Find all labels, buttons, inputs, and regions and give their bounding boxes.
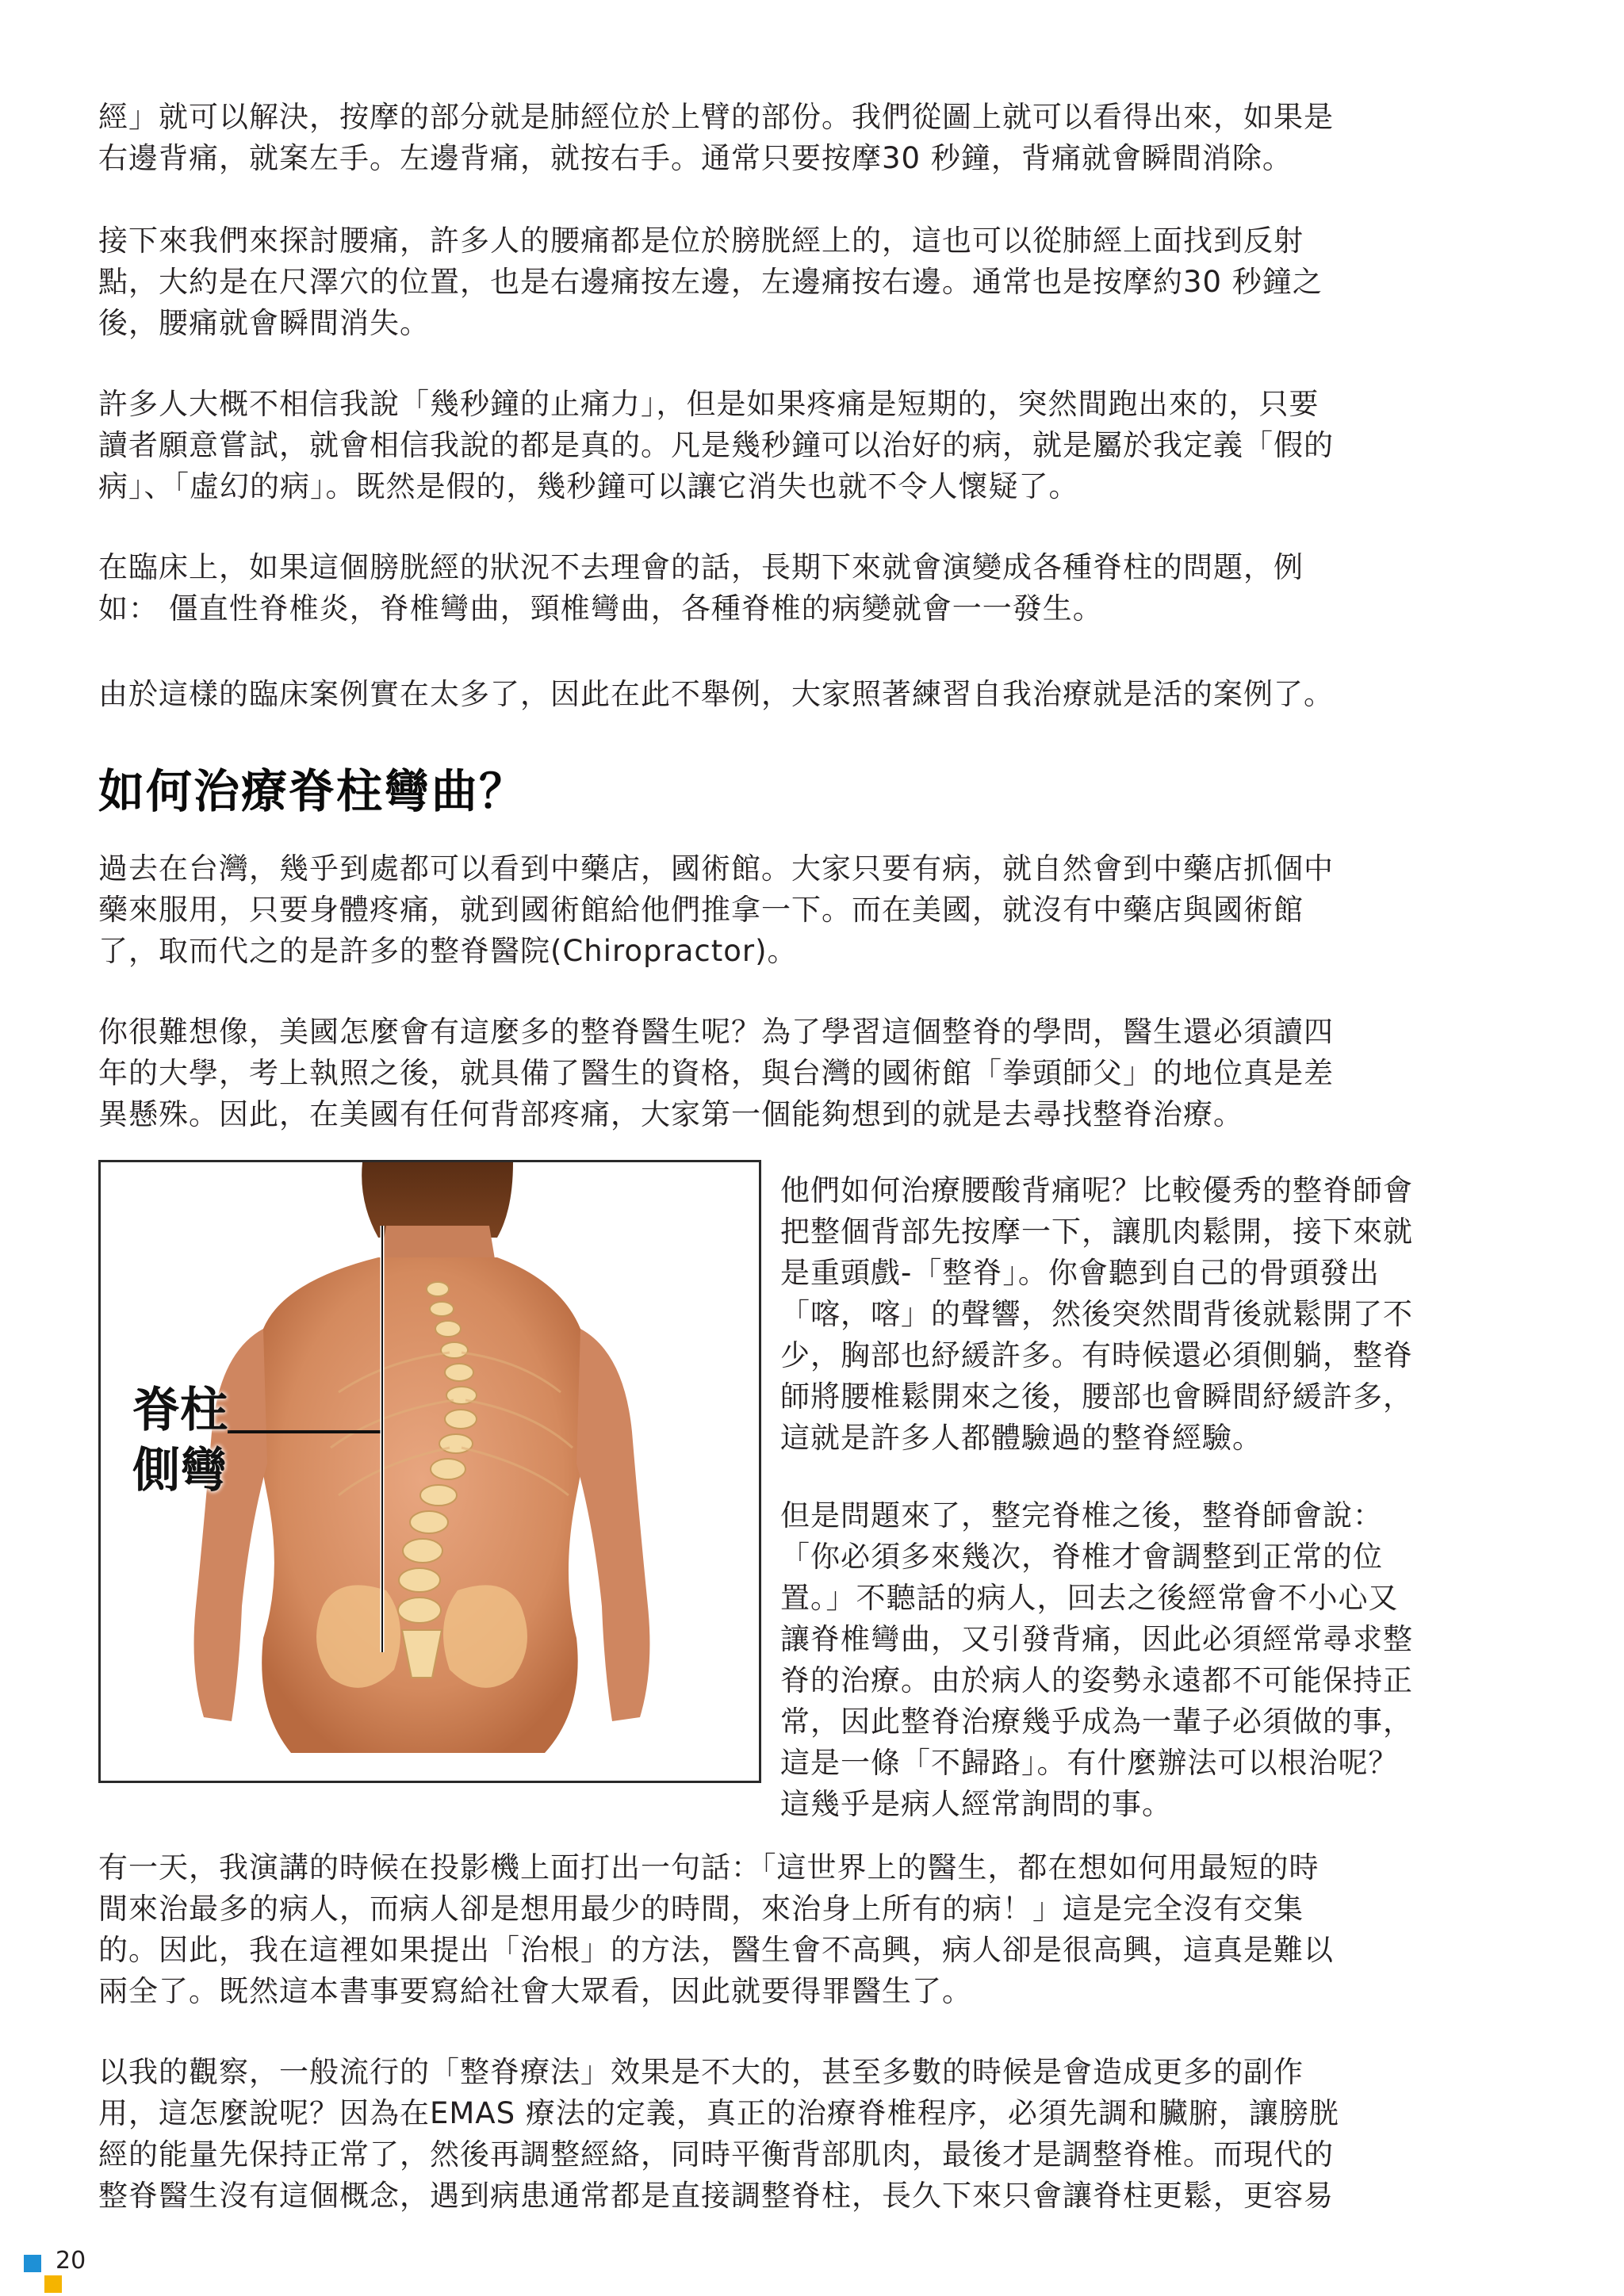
paragraph-seconds-pain-relief [98, 384, 1526, 507]
section-heading: 如何治療脊柱彎曲？ [98, 764, 527, 818]
text-line: 脊的治療。由於病人的姿勢永遠都不可能保持正 [780, 1663, 1413, 1697]
text-line: 他們如何治療腰酸背痛呢？比較優秀的整脊師會 [780, 1173, 1413, 1207]
text-line: 整脊醫生沒有這個概念，遇到病患通常都是直接調整脊柱，長久下來只會讓脊柱更鬆，更容易 [98, 2179, 1334, 2213]
text-line: 少，胸部也紓緩許多。有時候還必須側躺，整脊 [780, 1338, 1413, 1372]
text-line: 右邊背痛，就案左手。左邊背痛，就按右手。通常只要按摩30 秒鐘，背痛就會瞬間消除。 [98, 141, 1293, 175]
side-paragraph-problem [780, 1495, 1526, 1825]
text-line: 用，這怎麼說呢？因為在EMAS 療法的定義，真正的治療脊椎程序，必須先調和臟腑，讓膀胱 [98, 2096, 1339, 2130]
text-line: 常，因此整脊治療幾乎成為一輩子必須做的事， [780, 1705, 1413, 1739]
figure-label-spine: 脊柱 [132, 1383, 228, 1438]
figure-label-scoliosis: 側彎 [132, 1443, 228, 1498]
corner-square-blue [24, 2255, 41, 2272]
text-line: 接下來我們來探討腰痛，許多人的腰痛都是位於膀胱經上的，這也可以從肺經上面找到反射 [98, 224, 1304, 258]
paragraph-observation [98, 2052, 1526, 2217]
paragraph-taiwan [98, 848, 1526, 972]
text-line: 是重頭戲-「整脊」。你會聽到自己的骨頭發出 [780, 1256, 1380, 1290]
text-line: 藥來服用，只要身體疼痛，就到國術館給他們推拿一下。而在美國，就沒有中藥店與國術館 [98, 893, 1304, 927]
text-line: 如： 僵直性脊椎炎，脊椎彎曲，頸椎彎曲，各種脊椎的病變就會一一發生。 [98, 591, 1103, 626]
corner-square-yellow [44, 2275, 62, 2293]
text-line: 以我的觀察，一般流行的「整脊療法」效果是不大的，甚至多數的時候是會造成更多的副作 [98, 2055, 1304, 2089]
paragraph-lung-meridian [98, 97, 1526, 179]
text-line: 這就是許多人都體驗過的整脊經驗。 [780, 1421, 1262, 1455]
text-line: 由於這樣的臨床案例實在太多了，因此在此不舉例，大家照著練習自我治療就是活的案例了。 [98, 677, 1334, 711]
text-line: 「喀，喀」的聲響，然後突然間背後就鬆開了不 [780, 1297, 1413, 1331]
text-line: 點，大約是在尺澤穴的位置，也是右邊痛按左邊，左邊痛按右邊。通常也是按摩約30 秒鐘之 [98, 265, 1323, 299]
text-line: 許多人大概不相信我說「幾秒鐘的止痛力」，但是如果疼痛是短期的，突然間跑出來的，只要 [98, 387, 1320, 421]
paragraph-lecture [98, 1847, 1526, 2012]
text-line: 有一天，我演講的時候在投影機上面打出一句話：「這世界上的醫生，都在想如何用最短的時 [98, 1850, 1320, 1885]
text-line: 師將腰椎鬆開來之後，腰部也會瞬間紓緩許多， [780, 1380, 1413, 1414]
text-line: 後，腰痛就會瞬間消失。 [98, 306, 430, 340]
text-line: 的。因此，我在這裡如果提出「治根」的方法，醫生會不高興，病人卻是很高興，這真是難以 [98, 1933, 1334, 1967]
text-line: 年的大學，考上執照之後，就具備了醫生的資格，與台灣的國術館「拳頭師父」的地位真是差 [98, 1056, 1334, 1090]
text-line: 「你必須多來幾次，脊椎才會調整到正常的位 [780, 1540, 1383, 1574]
paragraph-us-chiropractor [98, 1012, 1526, 1135]
text-line: 異懸殊。因此，在美國有任何背部疼痛，大家第一個能夠想到的就是去尋找整脊治療。 [98, 1097, 1243, 1131]
text-line: 在臨床上，如果這個膀胱經的狀況不去理會的話，長期下來就會演變成各種脊柱的問題，例 [98, 550, 1304, 584]
text-line: 這是一條「不歸路」。有什麼辦法可以根治呢？ [780, 1746, 1399, 1780]
text-line: 經」就可以解決，按摩的部分就是肺經位於上臂的部份。我們從圖上就可以看得出來，如果是 [98, 100, 1334, 134]
text-line: 把整個背部先按摩一下，讓肌肉鬆開，接下來就 [780, 1215, 1413, 1249]
text-line: 你很難想像，美國怎麼會有這麼多的整脊醫生呢？為了學習這個整脊的學問，醫生還必須讀四 [98, 1015, 1334, 1049]
side-paragraph-treatment [780, 1170, 1526, 1459]
right-arm-shape [576, 1329, 649, 1721]
text-line: 間來治最多的病人，而病人卻是想用最少的時間，來治身上所有的病！」這是完全沒有交集 [98, 1892, 1304, 1926]
text-line: 但是問題來了，整完脊椎之後，整脊師會說： [780, 1498, 1383, 1533]
text-line: 經的能量先保持正常了，然後再調整經絡，同時平衡背部肌肉，最後才是調整脊椎。而現代的 [98, 2137, 1334, 2172]
text-line: 置。」不聽話的病人，回去之後經常會不小心又 [780, 1581, 1399, 1615]
torso-shape [255, 1257, 590, 1753]
text-line: 這幾乎是病人經常詢問的事。 [780, 1787, 1172, 1821]
text-line: 兩全了。既然這本書事要寫給社會大眾看，因此就要得罪醫生了。 [98, 1974, 972, 2008]
text-line: 讀者願意嘗試，就會相信我說的都是真的。凡是幾秒鐘可以治好的病，就是屬於我定義「假的 [98, 428, 1334, 462]
text-line: 讓脊椎彎曲，又引發背痛，因此必須經常尋求整 [780, 1622, 1413, 1656]
text-line: 病」、「虛幻的病」。既然是假的，幾秒鐘可以讓它消失也就不令人懷疑了。 [98, 469, 1079, 503]
paragraph-waist-pain [98, 220, 1526, 344]
text-line: 過去在台灣，幾乎到處都可以看到中藥店，國術館。大家只要有病，就自然會到中藥店抓個中 [98, 851, 1334, 886]
text-line: 了，取而代之的是許多的整脊醫院(Chiropractor)。 [98, 934, 798, 968]
scoliosis-figure [98, 1160, 761, 1783]
paragraph-cases [98, 674, 1526, 715]
page-number: 20 [56, 2247, 86, 2275]
paragraph-clinical [98, 547, 1526, 629]
